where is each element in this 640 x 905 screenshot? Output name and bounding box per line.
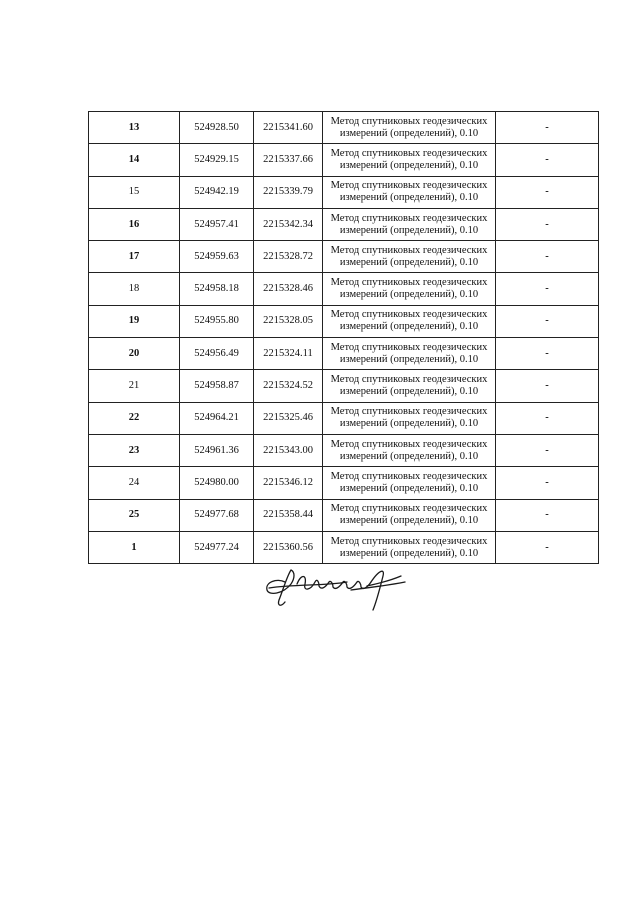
method-cell — [323, 305, 496, 337]
x-coordinate-cell: 524942.19 — [180, 176, 254, 208]
method-line-1: Метод спутниковых геодезических — [330, 277, 488, 289]
method-line-2: измерений (определений), 0.10 — [339, 289, 479, 301]
signature-icon — [255, 560, 425, 615]
method-line-1: Метод спутниковых геодезических — [330, 503, 488, 515]
table-row — [89, 370, 599, 402]
y-coordinate-cell: 2215341.60 — [254, 112, 323, 144]
y-coordinate-cell: 2215325.46 — [254, 402, 323, 434]
method-line-2: измерений (определений), 0.10 — [339, 515, 479, 527]
table-row — [89, 338, 599, 370]
table-row — [89, 434, 599, 466]
method-line-2: измерений (определений), 0.10 — [339, 321, 479, 333]
method-line-1: Метод спутниковых геодезических — [330, 406, 488, 418]
method-cell — [323, 370, 496, 402]
point-number-cell: 18 — [89, 273, 180, 305]
point-number-cell: 20 — [89, 338, 180, 370]
description-cell: - — [496, 241, 599, 273]
x-coordinate-cell: 524961.36 — [180, 434, 254, 466]
method-line-1: Метод спутниковых геодезических — [330, 147, 488, 159]
y-coordinate-cell: 2215343.00 — [254, 434, 323, 466]
table-row — [89, 467, 599, 499]
description-cell: - — [496, 499, 599, 531]
x-coordinate-cell: 524958.18 — [180, 273, 254, 305]
x-coordinate-cell: 524928.50 — [180, 112, 254, 144]
x-coordinate-cell: 524977.68 — [180, 499, 254, 531]
method-line-2: измерений (определений), 0.10 — [339, 256, 479, 268]
description-cell: - — [496, 305, 599, 337]
table-row — [89, 176, 599, 208]
table-row — [89, 531, 599, 563]
point-number-cell: 15 — [89, 176, 180, 208]
x-coordinate-cell: 524959.63 — [180, 241, 254, 273]
method-cell — [323, 402, 496, 434]
y-coordinate-cell: 2215339.79 — [254, 176, 323, 208]
point-number-cell: 24 — [89, 467, 180, 499]
method-cell — [323, 273, 496, 305]
y-coordinate-cell: 2215324.11 — [254, 338, 323, 370]
method-line-1: Метод спутниковых геодезических — [330, 180, 488, 192]
x-coordinate-cell: 524964.21 — [180, 402, 254, 434]
method-line-2: измерений (определений), 0.10 — [339, 127, 479, 139]
table-row — [89, 402, 599, 434]
method-cell — [323, 112, 496, 144]
y-coordinate-cell: 2215328.05 — [254, 305, 323, 337]
x-coordinate-cell: 524955.80 — [180, 305, 254, 337]
table-row — [89, 305, 599, 337]
point-number-cell: 19 — [89, 305, 180, 337]
method-line-1: Метод спутниковых геодезических — [330, 470, 488, 482]
method-cell — [323, 467, 496, 499]
y-coordinate-cell: 2215328.46 — [254, 273, 323, 305]
method-line-2: измерений (определений), 0.10 — [339, 482, 479, 494]
method-cell — [323, 531, 496, 563]
y-coordinate-cell: 2215346.12 — [254, 467, 323, 499]
description-cell: - — [496, 531, 599, 563]
method-line-2: измерений (определений), 0.10 — [339, 192, 479, 204]
description-cell: - — [496, 273, 599, 305]
x-coordinate-cell: 524956.49 — [180, 338, 254, 370]
point-number-cell: 14 — [89, 144, 180, 176]
method-cell — [323, 499, 496, 531]
table-row — [89, 208, 599, 240]
method-line-1: Метод спутниковых геодезических — [330, 341, 488, 353]
y-coordinate-cell: 2215328.72 — [254, 241, 323, 273]
description-cell: - — [496, 208, 599, 240]
table-row — [89, 273, 599, 305]
method-line-2: измерений (определений), 0.10 — [339, 547, 479, 559]
method-cell — [323, 208, 496, 240]
point-number-cell: 21 — [89, 370, 180, 402]
description-cell: - — [496, 112, 599, 144]
x-coordinate-cell: 524958.87 — [180, 370, 254, 402]
description-cell: - — [496, 467, 599, 499]
method-line-2: измерений (определений), 0.10 — [339, 353, 479, 365]
method-line-1: Метод спутниковых геодезических — [330, 212, 488, 224]
coordinates-table — [88, 111, 599, 564]
table-row — [89, 499, 599, 531]
method-line-1: Метод спутниковых геодезических — [330, 115, 488, 127]
method-cell — [323, 144, 496, 176]
description-cell: - — [496, 176, 599, 208]
y-coordinate-cell: 2215342.34 — [254, 208, 323, 240]
coordinates-table-body — [89, 112, 599, 564]
x-coordinate-cell: 524980.00 — [180, 467, 254, 499]
point-number-cell: 22 — [89, 402, 180, 434]
description-cell: - — [496, 402, 599, 434]
y-coordinate-cell: 2215360.56 — [254, 531, 323, 563]
method-line-2: измерений (определений), 0.10 — [339, 386, 479, 398]
point-number-cell: 17 — [89, 241, 180, 273]
method-line-1: Метод спутниковых геодезических — [330, 374, 488, 386]
description-cell: - — [496, 144, 599, 176]
point-number-cell: 16 — [89, 208, 180, 240]
y-coordinate-cell: 2215324.52 — [254, 370, 323, 402]
point-number-cell: 13 — [89, 112, 180, 144]
point-number-cell: 25 — [89, 499, 180, 531]
table-row — [89, 241, 599, 273]
method-cell — [323, 176, 496, 208]
x-coordinate-cell: 524977.24 — [180, 531, 254, 563]
method-cell — [323, 338, 496, 370]
method-line-2: измерений (определений), 0.10 — [339, 159, 479, 171]
method-line-2: измерений (определений), 0.10 — [339, 418, 479, 430]
method-line-1: Метод спутниковых геодезических — [330, 535, 488, 547]
table-row — [89, 144, 599, 176]
method-cell — [323, 241, 496, 273]
description-cell: - — [496, 434, 599, 466]
method-line-1: Метод спутниковых геодезических — [330, 309, 488, 321]
description-cell: - — [496, 338, 599, 370]
method-cell — [323, 434, 496, 466]
y-coordinate-cell: 2215358.44 — [254, 499, 323, 531]
method-line-2: измерений (определений), 0.10 — [339, 224, 479, 236]
x-coordinate-cell: 524957.41 — [180, 208, 254, 240]
point-number-cell: 1 — [89, 531, 180, 563]
method-line-1: Метод спутниковых геодезических — [330, 244, 488, 256]
y-coordinate-cell: 2215337.66 — [254, 144, 323, 176]
description-cell: - — [496, 370, 599, 402]
method-line-1: Метод спутниковых геодезических — [330, 438, 488, 450]
point-number-cell: 23 — [89, 434, 180, 466]
method-line-2: измерений (определений), 0.10 — [339, 450, 479, 462]
x-coordinate-cell: 524929.15 — [180, 144, 254, 176]
table-row — [89, 112, 599, 144]
